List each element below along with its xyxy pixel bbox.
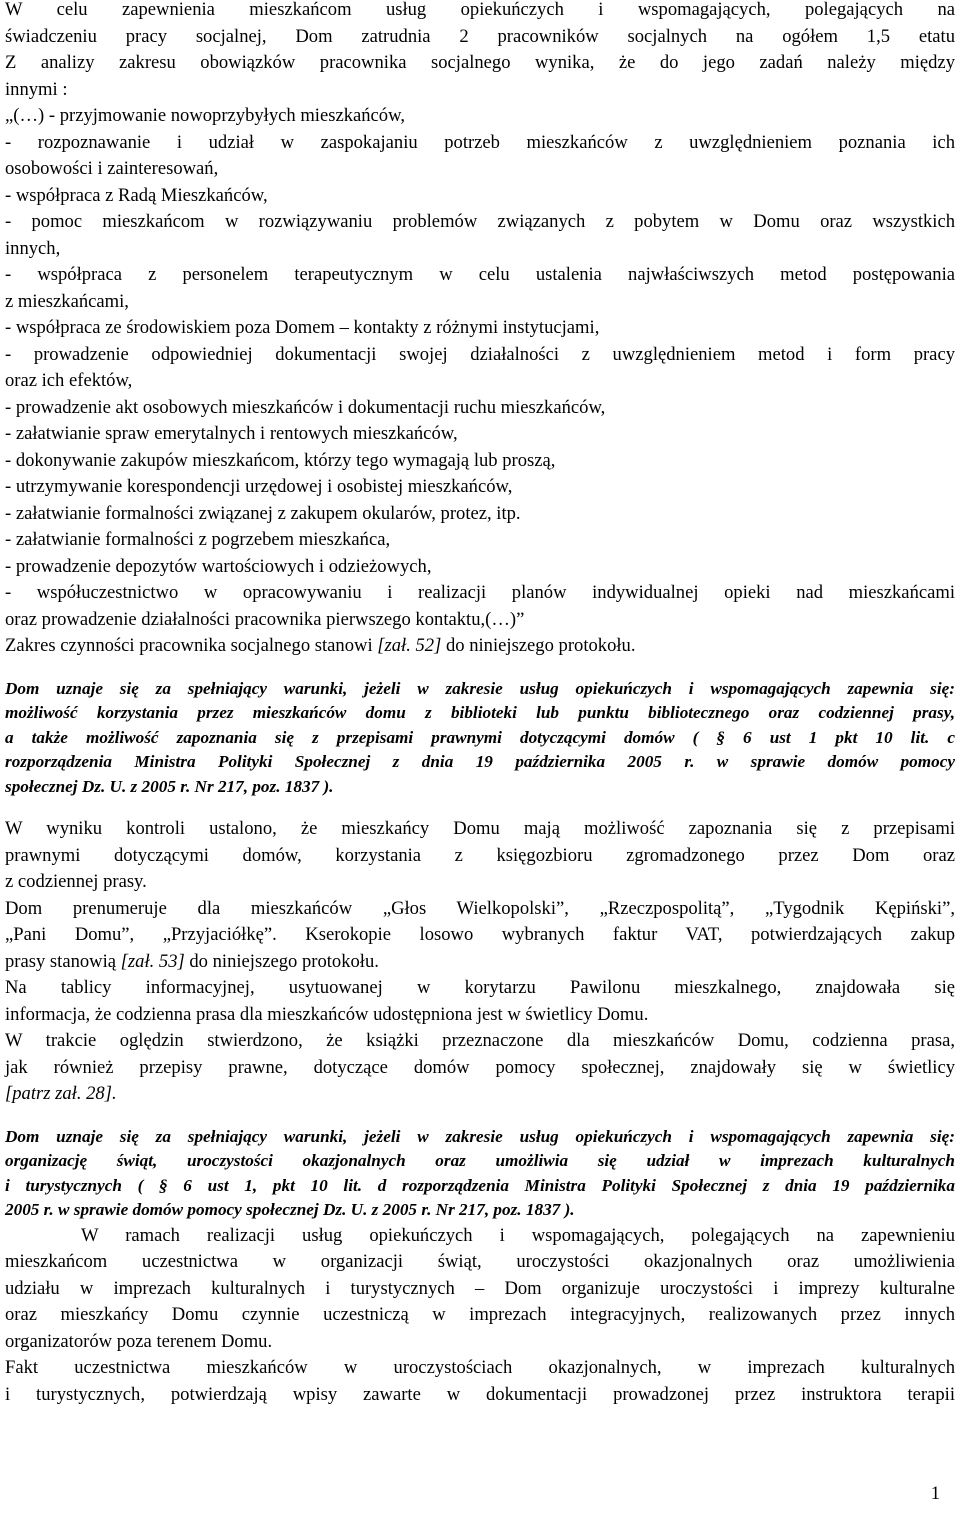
text-line: innych, <box>5 237 61 259</box>
spacer <box>5 799 955 816</box>
text-line: Dom uznaje się za spełniający warunki, jeżeli w zakresie usług opiekuńczych i wspomagających zapewnia się: <box>5 678 955 698</box>
text-line: Dom uznaje się za spełniający warunki, jeżeli w zakresie usług opiekuńczych i wspomagających zapewnia się: <box>5 1126 955 1146</box>
text-line <box>5 633 955 660</box>
text-line: rozporządzenia Ministra Polityki Społecznej z dnia 19 października 2005 r. w sprawie domów pomocy <box>5 752 955 771</box>
text-line: - prowadzenie depozytów wartościowych i odzieżowych, <box>5 555 432 577</box>
attachment-reference: [patrz zał. 28]. <box>5 1083 117 1104</box>
text-line: - prowadzenie odpowiedniej dokumentacji swojej działalności z uwzględnieniem metod i form pracy <box>5 343 955 365</box>
document-page <box>5 0 955 1408</box>
text-line: „(…) - przyjmowanie nowoprzybyłych mieszkańców, <box>5 105 405 126</box>
text-line: społecznej Dz. U. z 2005 r. Nr 217, poz. 1837 ). <box>5 776 334 796</box>
spacer <box>5 660 955 677</box>
text-line: informacja, że codzienna prasa dla mieszkańców udostępniona jest w świetlicy Domu. <box>5 1003 649 1025</box>
text-line: organizację świąt, uroczystości okazjonalnych oraz umożliwia się udział w imprezach kulturalnych <box>5 1151 955 1170</box>
text-fragment: Zakres czynności pracownika socjalnego stanowi <box>5 635 378 656</box>
text-line: prawnymi dotyczącymi domów, korzystania z księgozbioru zgromadzonego przez Dom oraz <box>5 844 955 866</box>
text-line: a także możliwość zapoznania się z przepisami prawnymi dotyczącymi domów ( § 6 ust 1 pkt 10 lit. c <box>5 727 955 747</box>
regulation-criterion-events <box>5 1125 955 1223</box>
text-line: - współpraca z Radą Mieszkańców, <box>5 184 268 206</box>
section-social-worker <box>5 0 955 660</box>
text-line: udziału w imprezach kulturalnych i turystycznych – Dom organizuje uroczystości i imprezy kulturalne <box>5 1277 955 1299</box>
text-line: innymi : <box>5 78 68 100</box>
text-line: osobowości i zainteresowań, <box>5 158 219 179</box>
text-line: Na tablicy informacyjnej, usytuowanej w korytarzu Pawilonu mieszkalnego, znajdowała się <box>5 977 955 998</box>
text-line: i turystycznych, potwierdzają wpisy zawarte w dokumentacji prowadzonej przez instruktora terapii <box>5 1383 955 1405</box>
regulation-criterion-library <box>5 677 955 800</box>
text-line: - prowadzenie akt osobowych mieszkańców i dokumentacji ruchu mieszkańców, <box>5 396 606 418</box>
text-line: z codziennej prasy. <box>5 871 147 892</box>
text-line: oraz mieszkańcy Domu czynnie uczestniczą w imprezach integracyjnych, realizowanych przez innych <box>5 1304 955 1325</box>
attachment-reference: [zał. 52] <box>377 635 442 656</box>
text-line: - pomoc mieszkańcom w rozwiązywaniu problemów związanych z pobytem w Domu oraz wszystkich <box>5 211 955 232</box>
text-line: - współpraca ze środowiskiem poza Domem – kontakty z różnymi instytucjami, <box>5 317 600 338</box>
text-line: organizatorów poza terenem Domu. <box>5 1330 273 1352</box>
text-line: W ramach realizacji usług opiekuńczych i wspomagających, polegających na zapewnieniu <box>81 1224 955 1246</box>
text-line: mieszkańcom uczestnictwa w organizacji świąt, uroczystości okazjonalnych oraz umożliwienia <box>5 1251 955 1272</box>
text-line: oraz ich efektów, <box>5 370 133 391</box>
text-line: jak również przepisy prawne, dotyczące domów pomocy społecznej, znajdowały się w świetlicy <box>5 1056 955 1078</box>
text-line: - załatwianie formalności z pogrzebem mieszkańca, <box>5 529 391 550</box>
text-line: z mieszkańcami, <box>5 290 129 312</box>
text-line: świadczeniu pracy socjalnej, Dom zatrudnia 2 pracowników socjalnych na ogółem 1,5 etatu <box>5 25 955 47</box>
text-line: - załatwianie formalności związanej z zakupem okularów, protez, itp. <box>5 502 521 524</box>
section-events-findings <box>5 1223 955 1409</box>
text-line: - współuczestnictwo w opracowywaniu i realizacji planów indywidualnej opieki nad mieszkańcami <box>5 582 955 603</box>
text-fragment: do niniejszego protokołu. <box>184 950 379 972</box>
text-line: i turystycznych ( § 6 ust 1, pkt 10 lit. d rozporządzenia Ministra Polityki Społecznej z dnia 19 października <box>5 1175 955 1195</box>
text-line: Z analizy zakresu obowiązków pracownika socjalnego wynika, że do jego zadań należy między <box>5 52 955 73</box>
text-line: oraz prowadzenie działalności pracownika pierwszego kontaktu,(…)” <box>5 608 525 630</box>
section-press-findings <box>5 816 955 1108</box>
text-fragment: do niniejszego protokołu. <box>441 635 636 656</box>
spacer <box>5 1108 955 1125</box>
text-line: - rozpoznawanie i udział w zaspokajaniu potrzeb mieszkańców z uwzględnieniem poznania ich <box>5 131 955 153</box>
text-line: W trakcie oględzin stwierdzono, że książki przeznaczone dla mieszkańców Domu, codzienna prasa, <box>5 1030 955 1051</box>
text-line <box>5 949 955 976</box>
text-line: Dom prenumeruje dla mieszkańców „Głos Wielkopolski”, „Rzeczpospolitą”, „Tygodnik Kępiński”, <box>5 897 955 919</box>
text-line: 2005 r. w sprawie domów pomocy społecznej Dz. U. z 2005 r. Nr 217, poz. 1837 ). <box>5 1200 575 1219</box>
text-line: W celu zapewnienia mieszkańcom usług opiekuńczych i wspomagających, polegających na <box>5 0 955 20</box>
text-line: - dokonywanie zakupów mieszkańcom, którzy tego wymagają lub proszą, <box>5 449 556 471</box>
text-line: - współpraca z personelem terapeutycznym w celu ustalenia najwłaściwszych metod postępowania <box>5 264 955 285</box>
text-line: W wyniku kontroli ustalono, że mieszkańcy Domu mają możliwość zapoznania się z przepisami <box>5 818 955 839</box>
text-line: - utrzymywanie korespondencji urzędowej i osobistej mieszkańców, <box>5 476 513 497</box>
text-line: - załatwianie spraw emerytalnych i rentowych mieszkańców, <box>5 423 458 444</box>
text-line: Fakt uczestnictwa mieszkańców w uroczystościach okazjonalnych, w imprezach kulturalnych <box>5 1357 955 1378</box>
text-line: „Pani Domu”, „Przyjaciółkę”. Kserokopie losowo wybranych faktur VAT, potwierdzających zakup <box>5 924 955 945</box>
text-fragment: prasy stanowią <box>5 950 121 972</box>
text-line: możliwość korzystania przez mieszkańców domu z biblioteki lub punktu bibliotecznego oraz codziennej prasy, <box>5 703 955 722</box>
page-number: 1 <box>930 1483 940 1504</box>
attachment-reference: [zał. 53] <box>120 950 185 972</box>
